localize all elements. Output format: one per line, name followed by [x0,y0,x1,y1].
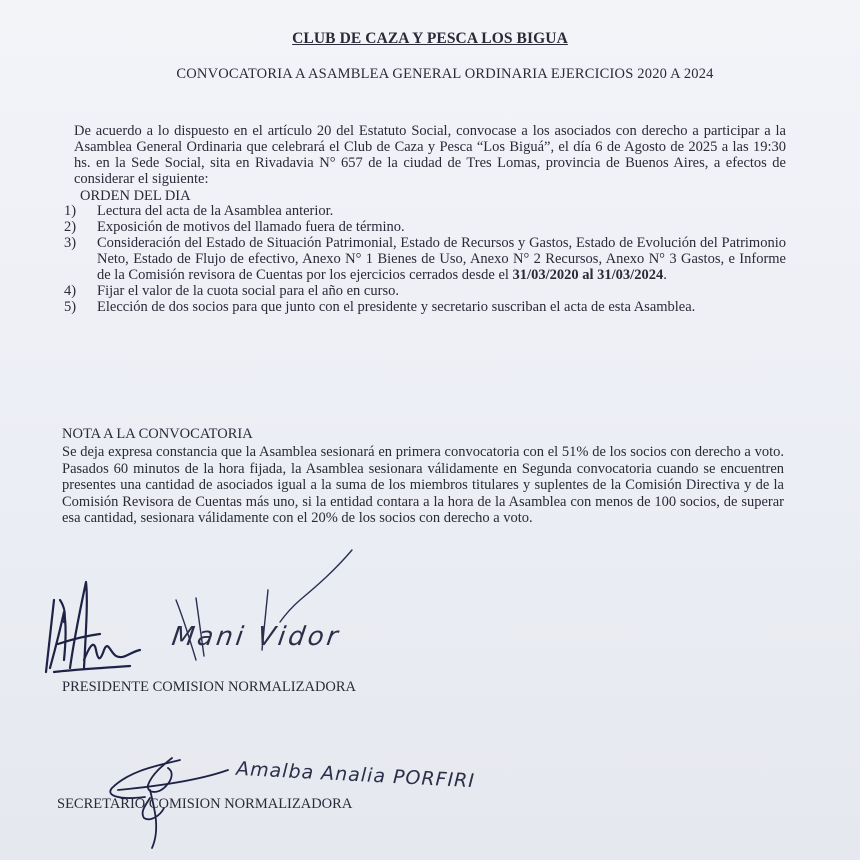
document-subtitle: CONVOCATORIA A ASAMBLEA GENERAL ORDINARIA EJERCICIOS 2020 A 2024 [176,66,714,82]
secretary-role: SECRETARIO COMISION NORMALIZADORA [57,796,353,812]
agenda-item-text: Exposición de motivos del llamado fuera de término. [97,219,405,235]
agenda-item-number: 3) [64,235,77,251]
agenda-item-text: Elección de dos socios para que junto con el presidente y secretario suscriban el acta de esta Asamblea. [97,299,696,315]
nota-heading: NOTA A LA CONVOCATORIA [62,426,253,442]
agenda-item-number: 4) [64,283,77,299]
president-handwritten-name: Mani Vidor [169,622,343,652]
agenda-item-number: 5) [64,299,77,315]
agenda-item-text: Lectura del acta de la Asamblea anterior. [97,203,334,219]
secretary-handwritten-name: Amalba Analia PORFIRI [235,757,476,793]
agenda-item-text: Consideración del Estado de Situación Patrimonial, Estado de Recursos y Gastos, Estado de Evolución del Patrimonio Neto, Estado de Flujo de efectivo, Anexo N° 1 Bienes de Uso, Anexo N° 2 Recursos, Anexo N° 3 Gastos, e Informe de la Comisión revisora de Cuentas por los ejercicios cerrados desde el [97,235,786,283]
president-role: PRESIDENTE COMISION NORMALIZADORA [62,679,357,695]
agenda-item-after: . [663,267,667,283]
president-signature [46,582,140,672]
agenda-item-number: 2) [64,219,77,235]
agenda-item-number: 1) [64,203,77,219]
orden-del-dia-heading: ORDEN DEL DIA [80,188,191,204]
agenda-item-bold-dates: 31/03/2020 al 31/03/2024 [512,267,664,283]
document-title: CLUB DE CAZA Y PESCA LOS BIGUA [292,30,568,47]
nota-paragraph: Se deja expresa constancia que la Asamblea sesionará en primera convocatoria con el 51% de los socios con derecho a voto. Pasados 60 minutos de la hora fijada, la Asamblea sesionara válidamente en Segunda convocatoria cuando se encuentren presentes una cantidad de asociados igual a la suma de los miembros titulares y suplentes de la Comisión Directiva y de la Comisión Revisora de Cuentas más uno, si la entidad contara a la hora de la Asamblea con menos de 100 socios, de superar esa cantidad, sesionara válidamente con el 20% de los socios con derecho a voto. [62,444,784,527]
agenda-item-text: Fijar el valor de la cuota social para el año en curso. [97,283,399,299]
intro-paragraph: De acuerdo a lo dispuesto en el artículo 20 del Estatuto Social, convocase a los asociados con derecho a participar a la Asamblea General Ordinaria que celebrará el Club de Caza y Pesca “Los Biguá”, el día 6 de Agosto de 2025 a las 19:30 hs. en la Sede Social, sita en Rivadavia N° 657 de la ciudad de Tres Lomas, provincia de Buenos Aires, a efectos de considerar el siguiente: [74,123,786,187]
